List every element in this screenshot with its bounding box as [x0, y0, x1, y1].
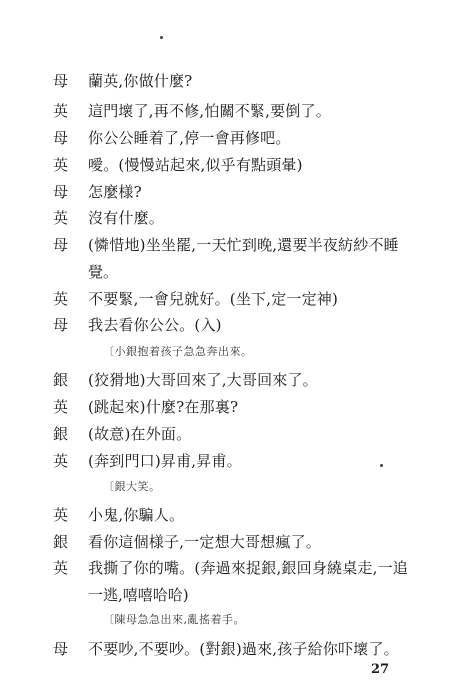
dialogue-text: 噯。(慢慢站起來,似乎有點頭暈) [88, 156, 303, 174]
dialogue-text: 不要緊,一會兒就好。(坐下,定一定神) [88, 290, 339, 308]
dialogue-text: (憐惜地)坐坐罷,一天忙到晚,還要半夜紡紗不睡 [88, 236, 399, 254]
page-number: 27 [371, 662, 390, 677]
dialogue-text: 不要吵,不要吵。(對銀)過來,孩子給你吓壞了。 [88, 640, 399, 658]
dialogue-text: 沒有什麼。 [88, 209, 165, 227]
dialogue-text: (跳起來)什麼?在那裏? [88, 398, 239, 416]
dialogue-text: (狡猾地)大哥回來了,大哥回來了。 [88, 371, 318, 389]
speaker-label: 母 [53, 72, 69, 90]
speaker-label: 母 [53, 640, 69, 658]
speaker-label: 英 [53, 559, 69, 577]
speaker-label: 銀 [53, 371, 69, 389]
speaker-label: 英 [53, 156, 69, 174]
dialogue-text: 我去看你公公。(入) [88, 316, 222, 334]
stage-direction: 〔陳母急急出來,亂搖着手。 [103, 613, 245, 626]
speaker-label: 母 [53, 316, 69, 334]
speaker-label: 母 [53, 236, 69, 254]
speaker-label: 銀 [53, 425, 69, 443]
dialogue-text: (奔到門口)昇甫,昇甫。 [88, 452, 242, 470]
dialogue-text: 這門壞了,再不修,怕關不緊,要倒了。 [88, 102, 331, 120]
speaker-label: 英 [53, 452, 69, 470]
speaker-label: 英 [53, 398, 69, 416]
speaker-label: 英 [53, 290, 69, 308]
speaker-label: 母 [53, 183, 69, 201]
speaker-label: 銀 [53, 533, 69, 551]
dialogue-continuation: 覺。 [88, 263, 119, 281]
speaker-label: 英 [53, 209, 69, 227]
stage-direction: 〔小銀抱着孩子急急奔出來。 [103, 345, 253, 358]
speaker-label: 英 [53, 506, 69, 524]
dialogue-text: 小鬼,你騙人。 [88, 506, 185, 524]
speaker-label: 英 [53, 102, 69, 120]
dialogue-text: 看你這個様子,一定想大哥想瘋了。 [88, 533, 321, 551]
dialogue-text: 蘭英,你做什麼? [88, 72, 193, 90]
dialogue-text: 我撕了你的嘴。(奔過來捉銀,銀回身繞桌走,一追 [88, 559, 408, 577]
dialogue-text: (故意)在外面。 [88, 425, 192, 443]
dialogue-continuation: 一逃,嘻嘻哈哈) [88, 586, 189, 604]
scan-speck [160, 36, 163, 39]
stage-direction: 〔銀大笑。 [103, 480, 161, 493]
dialogue-text: 你公公睡着了,停一會再修吧。 [88, 129, 291, 147]
speaker-label: 母 [53, 129, 69, 147]
dialogue-text: 怎麼様? [88, 183, 142, 201]
scan-speck [380, 464, 383, 467]
